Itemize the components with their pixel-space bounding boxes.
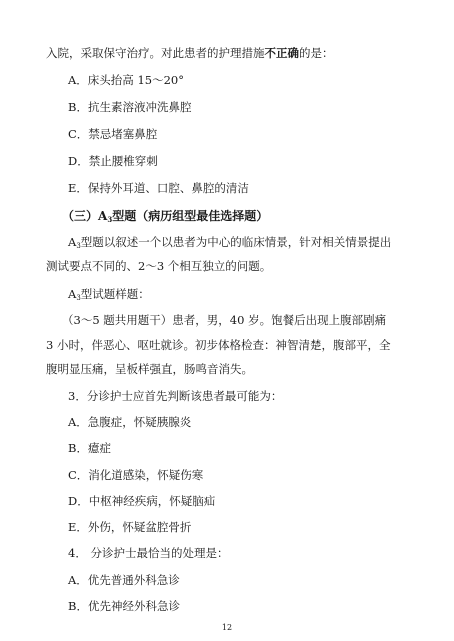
case-line-3: 腹明显压痛，呈板样强直，肠鸣音消失。: [46, 362, 253, 376]
q3-option-e: E．外伤，怀疑盆腔骨折: [68, 520, 192, 534]
q3-option-b: B．癔症: [68, 441, 111, 455]
option-d: D．禁止腰椎穿刺: [68, 154, 158, 168]
question-3: 3．分诊护士应首先判断该患者最可能为：: [68, 389, 283, 403]
intro-line-2: 测试要点不同的、2～3 个相互独立的问题。: [46, 259, 272, 273]
sample-label: $A_3$型试题样题：: [68, 287, 150, 302]
option-a: A．床头抬高 15～20°: [68, 73, 184, 87]
page-number: 12: [221, 623, 233, 632]
option-c: C．禁忌堵塞鼻腔: [68, 127, 158, 141]
stem-emphasis: 不正确: [264, 46, 299, 60]
section-heading: （三）$A_3$型题（病历组型最佳选择题）: [62, 209, 269, 224]
q3-option-c: C．消化道感染，怀疑伤寒: [68, 468, 204, 482]
case-line-1: （3～5 题共用题干）患者，男，40 岁。饱餐后出现上腹部剧痛: [62, 313, 387, 327]
q4-option-b: B．优先神经外科急诊: [68, 599, 180, 613]
question-4: 4． 分诊护士最恰当的处理是：: [68, 546, 229, 560]
q3-option-d: D．中枢神经疾病，怀疑脑疝: [68, 494, 216, 508]
q4-option-a: A．优先普通外科急诊: [68, 573, 180, 587]
intro-line-1: $A_3$型题以叙述一个以患者为中心的临床情景，针对相关情景提出: [68, 235, 392, 250]
case-line-2: 3 小时，伴恶心、呕吐就诊。初步体格检查：神智清楚，腹部平，全: [46, 338, 391, 352]
q3-option-a: A．急腹症，怀疑胰腺炎: [68, 415, 192, 429]
stem-text-end: 的是：: [299, 46, 334, 60]
option-b: B．抗生素溶液冲洗鼻腔: [68, 100, 192, 114]
stem-text: 入院，采取保守治疗。对此患者的护理措施: [46, 46, 265, 60]
option-e: E．保持外耳道、口腔、鼻腔的清洁: [68, 181, 249, 195]
question-stem-continuation: [46, 48, 334, 60]
